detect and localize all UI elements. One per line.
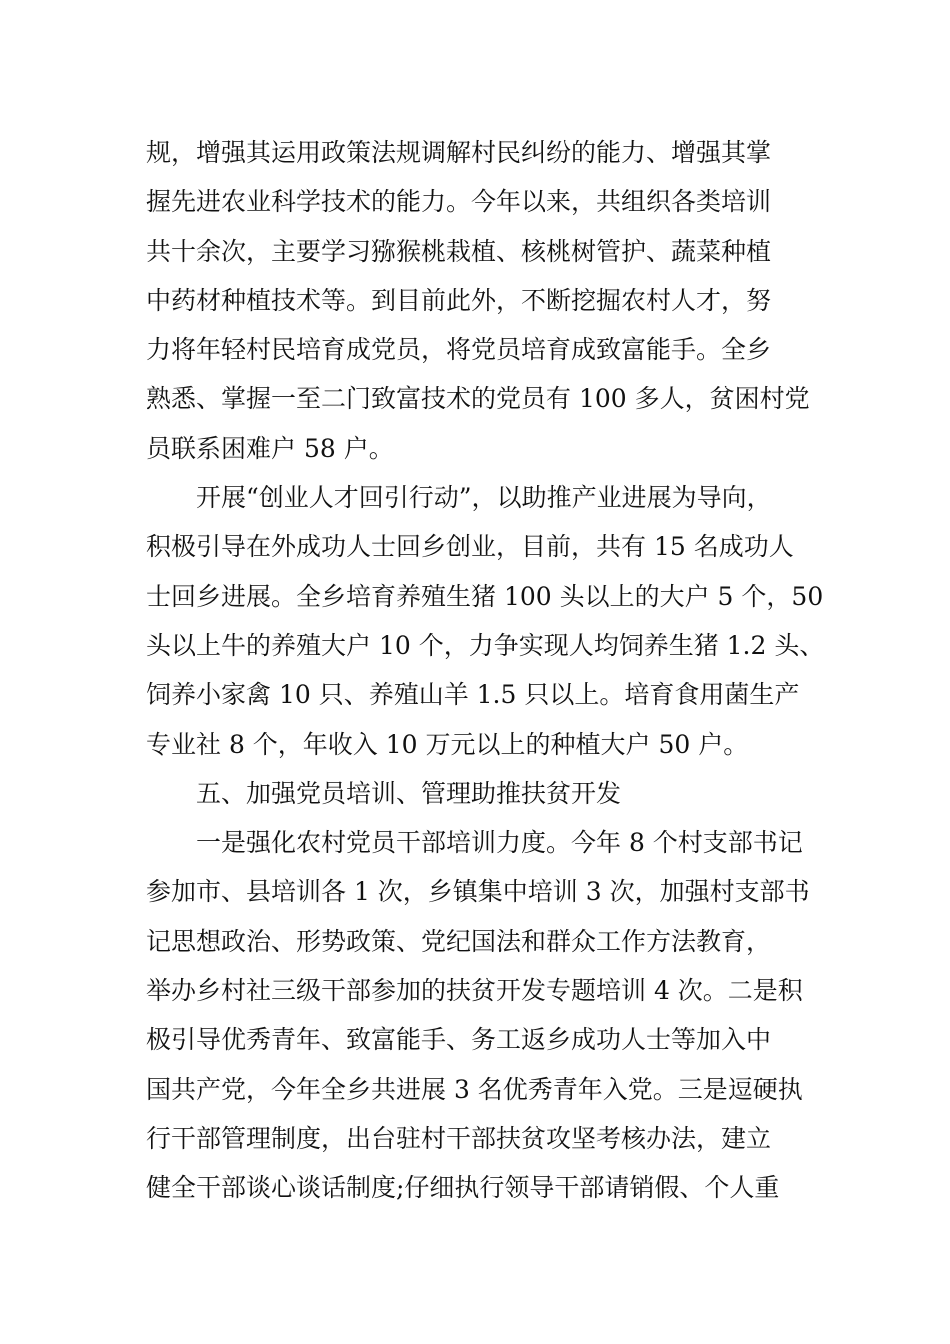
text-line: 士回乡进展。全乡培育养殖生猪 100 头以上的大户 5 个，50: [146, 581, 824, 611]
text-line: 共十余次，主要学习猕猴桃栽植、核桃树管护、蔬菜种植: [146, 236, 772, 266]
text-line: 开展“创业人才回引行动”，以助推产业进展为导向，: [196, 483, 772, 513]
text-line: 五、加强党员培训、管理助推扶贫开发: [196, 778, 622, 808]
text-line: 举办乡村社三级干部参加的扶贫开发专题培训 4 次。二是积: [146, 976, 803, 1006]
text-line: 专业社 8 个，年收入 10 万元以上的种植大户 50 户。: [146, 729, 749, 759]
text-line: 中药材种植技术等。到目前此外，不断挖掘农村人才，努: [146, 285, 772, 315]
text-line: 饲养小家禽 10 只、养殖山羊 1.5 只以上。培育食用菌生产: [146, 680, 800, 710]
text-line: 规，增强其运用政策法规调解村民纠纷的能力、增强其掌: [146, 138, 772, 167]
body-text: [146, 128, 826, 1213]
text-line: 力将年轻村民培育成党员，将党员培育成致富能手。全乡: [146, 335, 772, 365]
text-line: 员联系困难户 58 户。: [146, 433, 394, 463]
text-line: 参加市、县培训各 1 次，乡镇集中培训 3 次，加强村支部书: [146, 877, 810, 907]
text-line: 国共产党，今年全乡共进展 3 名优秀青年入党。三是逗硬执: [146, 1074, 803, 1104]
text-line: 一是强化农村党员干部培训力度。今年 8 个村支部书记: [196, 828, 803, 858]
text-line: 记思想政治、形势政策、党纪国法和群众工作方法教育，: [146, 926, 772, 956]
text-line: 极引导优秀青年、致富能手、务工返乡成功人士等加入中: [146, 1025, 772, 1055]
text-line: 行干部管理制度，出台驻村干部扶贫攻坚考核办法，建立: [146, 1123, 772, 1153]
text-line: 握先进农业科学技术的能力。今年以来，共组织各类培训: [146, 187, 772, 217]
text-line: 健全干部谈心谈话制度;仔细执行领导干部请销假、个人重: [146, 1173, 780, 1203]
text-line: 积极引导在外成功人士回乡创业，目前，共有 15 名成功人: [146, 532, 794, 562]
text-line: 熟悉、掌握一至二门致富技术的党员有 100 多人，贫困村党: [146, 384, 810, 414]
text-line: 头以上牛的养殖大户 10 个，力争实现人均饲养生猪 1.2 头、: [146, 630, 825, 660]
